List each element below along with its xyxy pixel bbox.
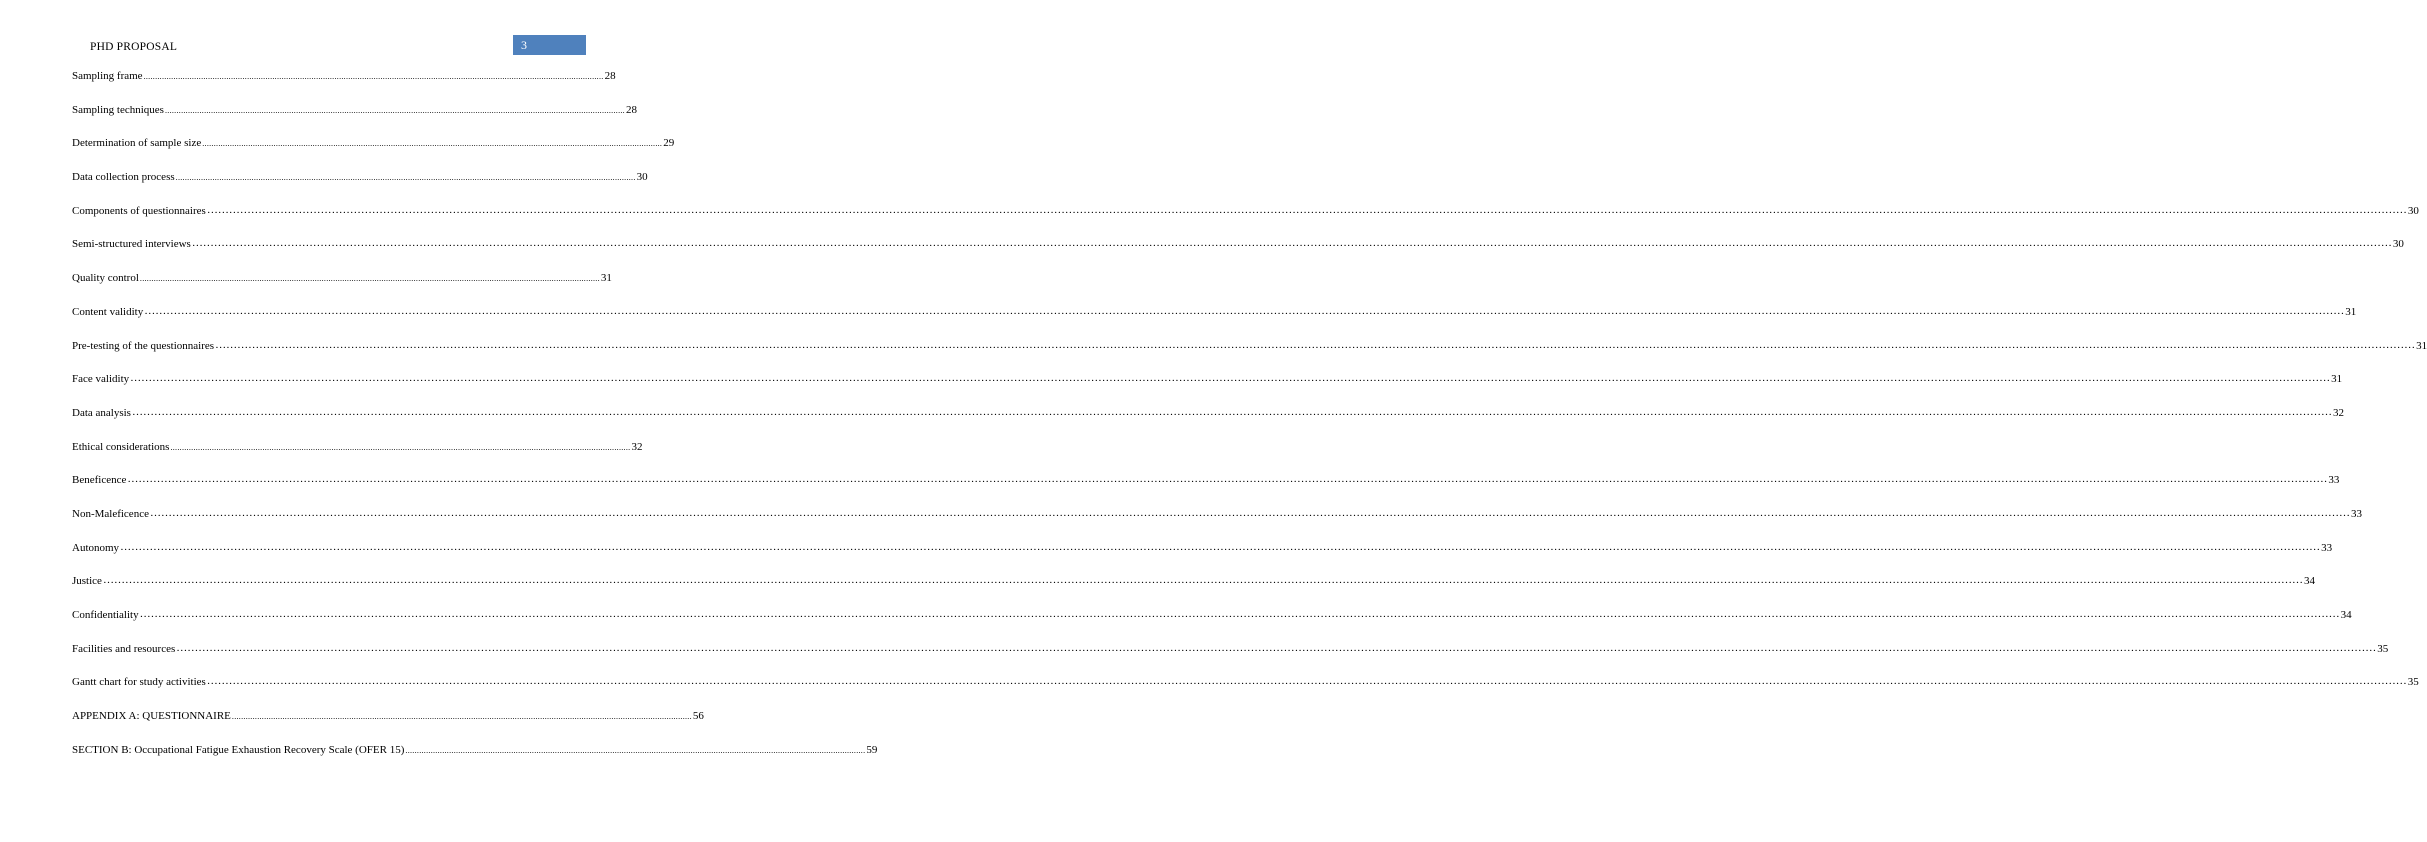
toc-entry[interactable] [72,710,704,744]
toc-entry[interactable] [72,506,2362,542]
toc-leader-dots: …………………………………………………………………………………………………………………………………………………………………………………………………………………………………………………………………………………………………………………………………………………………………………………………………………………………………………………………………………………………………………………………………………………… [127,473,2328,486]
toc-leader-dots: …………………………………………………………………………………………………………………………………………………………………………………………………………………………………………………………………………………………………………………………………………………………………………………………………………………………………………………………………………………………………………………………………………………… [176,641,2377,654]
toc-entry-title: Pre-testing of the questionnaires [72,339,215,352]
toc-entry-title: APPENDIX A: QUESTIONNAIRE [72,710,231,723]
toc-entry-page: 56 [692,710,704,723]
toc-entry[interactable] [72,372,2343,407]
toc-entry[interactable] [72,237,2404,272]
toc-entry[interactable] [72,203,2419,239]
toc-entry-title: Content validity [72,305,144,318]
toc-entry-page: 31 [2331,373,2343,386]
toc-entry-title: Autonomy [72,541,120,554]
toc-entry[interactable] [72,137,675,171]
toc-entry-page: 29 [663,137,675,150]
toc-entry-page: 35 [2377,642,2389,655]
toc-leader-dots: ........................................................................................................................................................................................................ [164,105,625,115]
toc-entry-page: 28 [625,103,637,116]
toc-entry-page: 35 [2407,676,2419,689]
toc-leader-dots: ........................................................................................................................................................................................................ [143,72,604,81]
page-number-badge: 3 [513,35,586,55]
toc-entry-title: Justice [72,575,102,588]
toc-leader-dots: …………………………………………………………………………………………………………………………………………………………………………………………………………………………………………………………………………………………………………………………………………………………………………………………………………………………………………………………………………………………………………………………………………………… [120,540,2321,553]
toc-leader-dots: ........................................................................................................................................................................................................ [170,442,631,452]
toc-entry[interactable] [72,304,2357,340]
toc-entry-page: 34 [2340,609,2352,621]
toc-entry[interactable] [72,103,637,138]
toc-entry[interactable] [72,641,2389,677]
toc-entry-title: Sampling techniques [72,103,164,116]
toc-entry[interactable] [72,440,643,475]
toc-entry-page: 59 [866,743,878,756]
toc-entry[interactable] [72,272,612,306]
toc-entry-page: 33 [2328,474,2340,487]
toc-entry-title: Determination of sample size [72,137,202,150]
toc-entry-title: Quality control [72,272,139,285]
toc-entry[interactable] [72,574,2315,609]
toc-entry-title: Data collection process [72,171,175,184]
table-of-contents [72,70,2427,777]
toc-entry-title: SECTION B: Occupational Fatigue Exhaustion Recovery Scale (OFER 15) [72,743,405,756]
toc-leader-dots: ........................................................................................................................................................................................................ [139,274,600,284]
toc-leader-dots: ........................................................................................................................................................................................................ [405,745,866,755]
toc-leader-dots: …………………………………………………………………………………………………………………………………………………………………………………………………………………………………………………………………………………………………………………………………………………………………………………………………………………………………………………………………………………………………………………………………………………… [131,405,2332,418]
toc-entry-title: Facilities and resources [72,642,176,655]
toc-leader-dots: …………………………………………………………………………………………………………………………………………………………………………………………………………………………………………………………………………………………………………………………………………………………………………………………………………………………………………………………………………………………………………………………………………………… [139,608,2340,620]
toc-entry-title: Face validity [72,373,130,386]
toc-entry[interactable] [72,70,616,104]
toc-leader-dots: …………………………………………………………………………………………………………………………………………………………………………………………………………………………………………………………………………………………………………………………………………………………………………………………………………………………………………………………………………………………………………………………………………………… [215,338,2416,351]
toc-entry[interactable] [72,338,2427,374]
toc-entry[interactable] [72,743,878,778]
toc-leader-dots: …………………………………………………………………………………………………………………………………………………………………………………………………………………………………………………………………………………………………………………………………………………………………………………………………………………………………………………………………………………………………………………………………………………… [191,237,2392,250]
toc-entry-title: Data analysis [72,406,131,419]
toc-entry-page: 34 [2303,575,2315,588]
toc-entry[interactable] [72,405,2344,441]
toc-entry-page: 30 [2407,204,2419,217]
toc-entry-page: 31 [2416,339,2427,352]
toc-entry-title: Non-Maleficence [72,507,149,520]
toc-leader-dots: ........................................................................................................................................................................................................ [231,712,692,722]
toc-leader-dots: …………………………………………………………………………………………………………………………………………………………………………………………………………………………………………………………………………………………………………………………………………………………………………………………………………………………………………………………………………………………………………………………………………………… [206,203,2407,216]
toc-entry-page: 30 [2392,238,2404,251]
header-title: PHD PROPOSAL [90,41,178,53]
toc-entry-title: Components of questionnaires [72,204,206,217]
toc-entry-page: 31 [600,272,612,285]
toc-leader-dots: …………………………………………………………………………………………………………………………………………………………………………………………………………………………………………………………………………………………………………………………………………………………………………………………………………………………………………………………………………………………………………………………………………………… [102,574,2303,587]
toc-entry-title: Gantt chart for study activities [72,676,206,689]
toc-entry[interactable] [72,608,2352,643]
toc-leader-dots: …………………………………………………………………………………………………………………………………………………………………………………………………………………………………………………………………………………………………………………………………………………………………………………………………………………………………………………………………………………………………………………………………………………… [149,506,2350,519]
toc-entry-title: Sampling frame [72,70,143,82]
toc-entry-title: Semi-structured interviews [72,238,191,251]
toc-entry[interactable] [72,540,2333,576]
toc-entry-page: 28 [604,70,616,82]
toc-entry-page: 30 [636,171,648,184]
toc-entry-page: 33 [2350,507,2362,520]
toc-leader-dots: …………………………………………………………………………………………………………………………………………………………………………………………………………………………………………………………………………………………………………………………………………………………………………………………………………………………………………………………………………………………………………………………………………………… [144,304,2345,317]
toc-leader-dots: …………………………………………………………………………………………………………………………………………………………………………………………………………………………………………………………………………………………………………………………………………………………………………………………………………………………………………………………………………………………………………………………………………………… [130,372,2331,385]
toc-leader-dots: ........................................................................................................................................................................................................ [202,139,663,149]
toc-entry-page: 31 [2345,305,2357,318]
toc-leader-dots: ........................................................................................................................................................................................................ [175,173,636,183]
toc-leader-dots: …………………………………………………………………………………………………………………………………………………………………………………………………………………………………………………………………………………………………………………………………………………………………………………………………………………………………………………………………………………………………………………………………………………… [206,675,2407,688]
toc-entry[interactable] [72,675,2419,710]
toc-entry[interactable] [72,171,648,205]
toc-entry-page: 32 [2332,406,2344,419]
toc-entry-title: Confidentiality [72,609,139,621]
toc-entry-title: Ethical considerations [72,440,170,453]
toc-entry-title: Beneficence [72,474,127,487]
toc-entry[interactable] [72,473,2340,508]
toc-entry-page: 33 [2321,541,2333,554]
toc-entry-page: 32 [631,440,643,453]
